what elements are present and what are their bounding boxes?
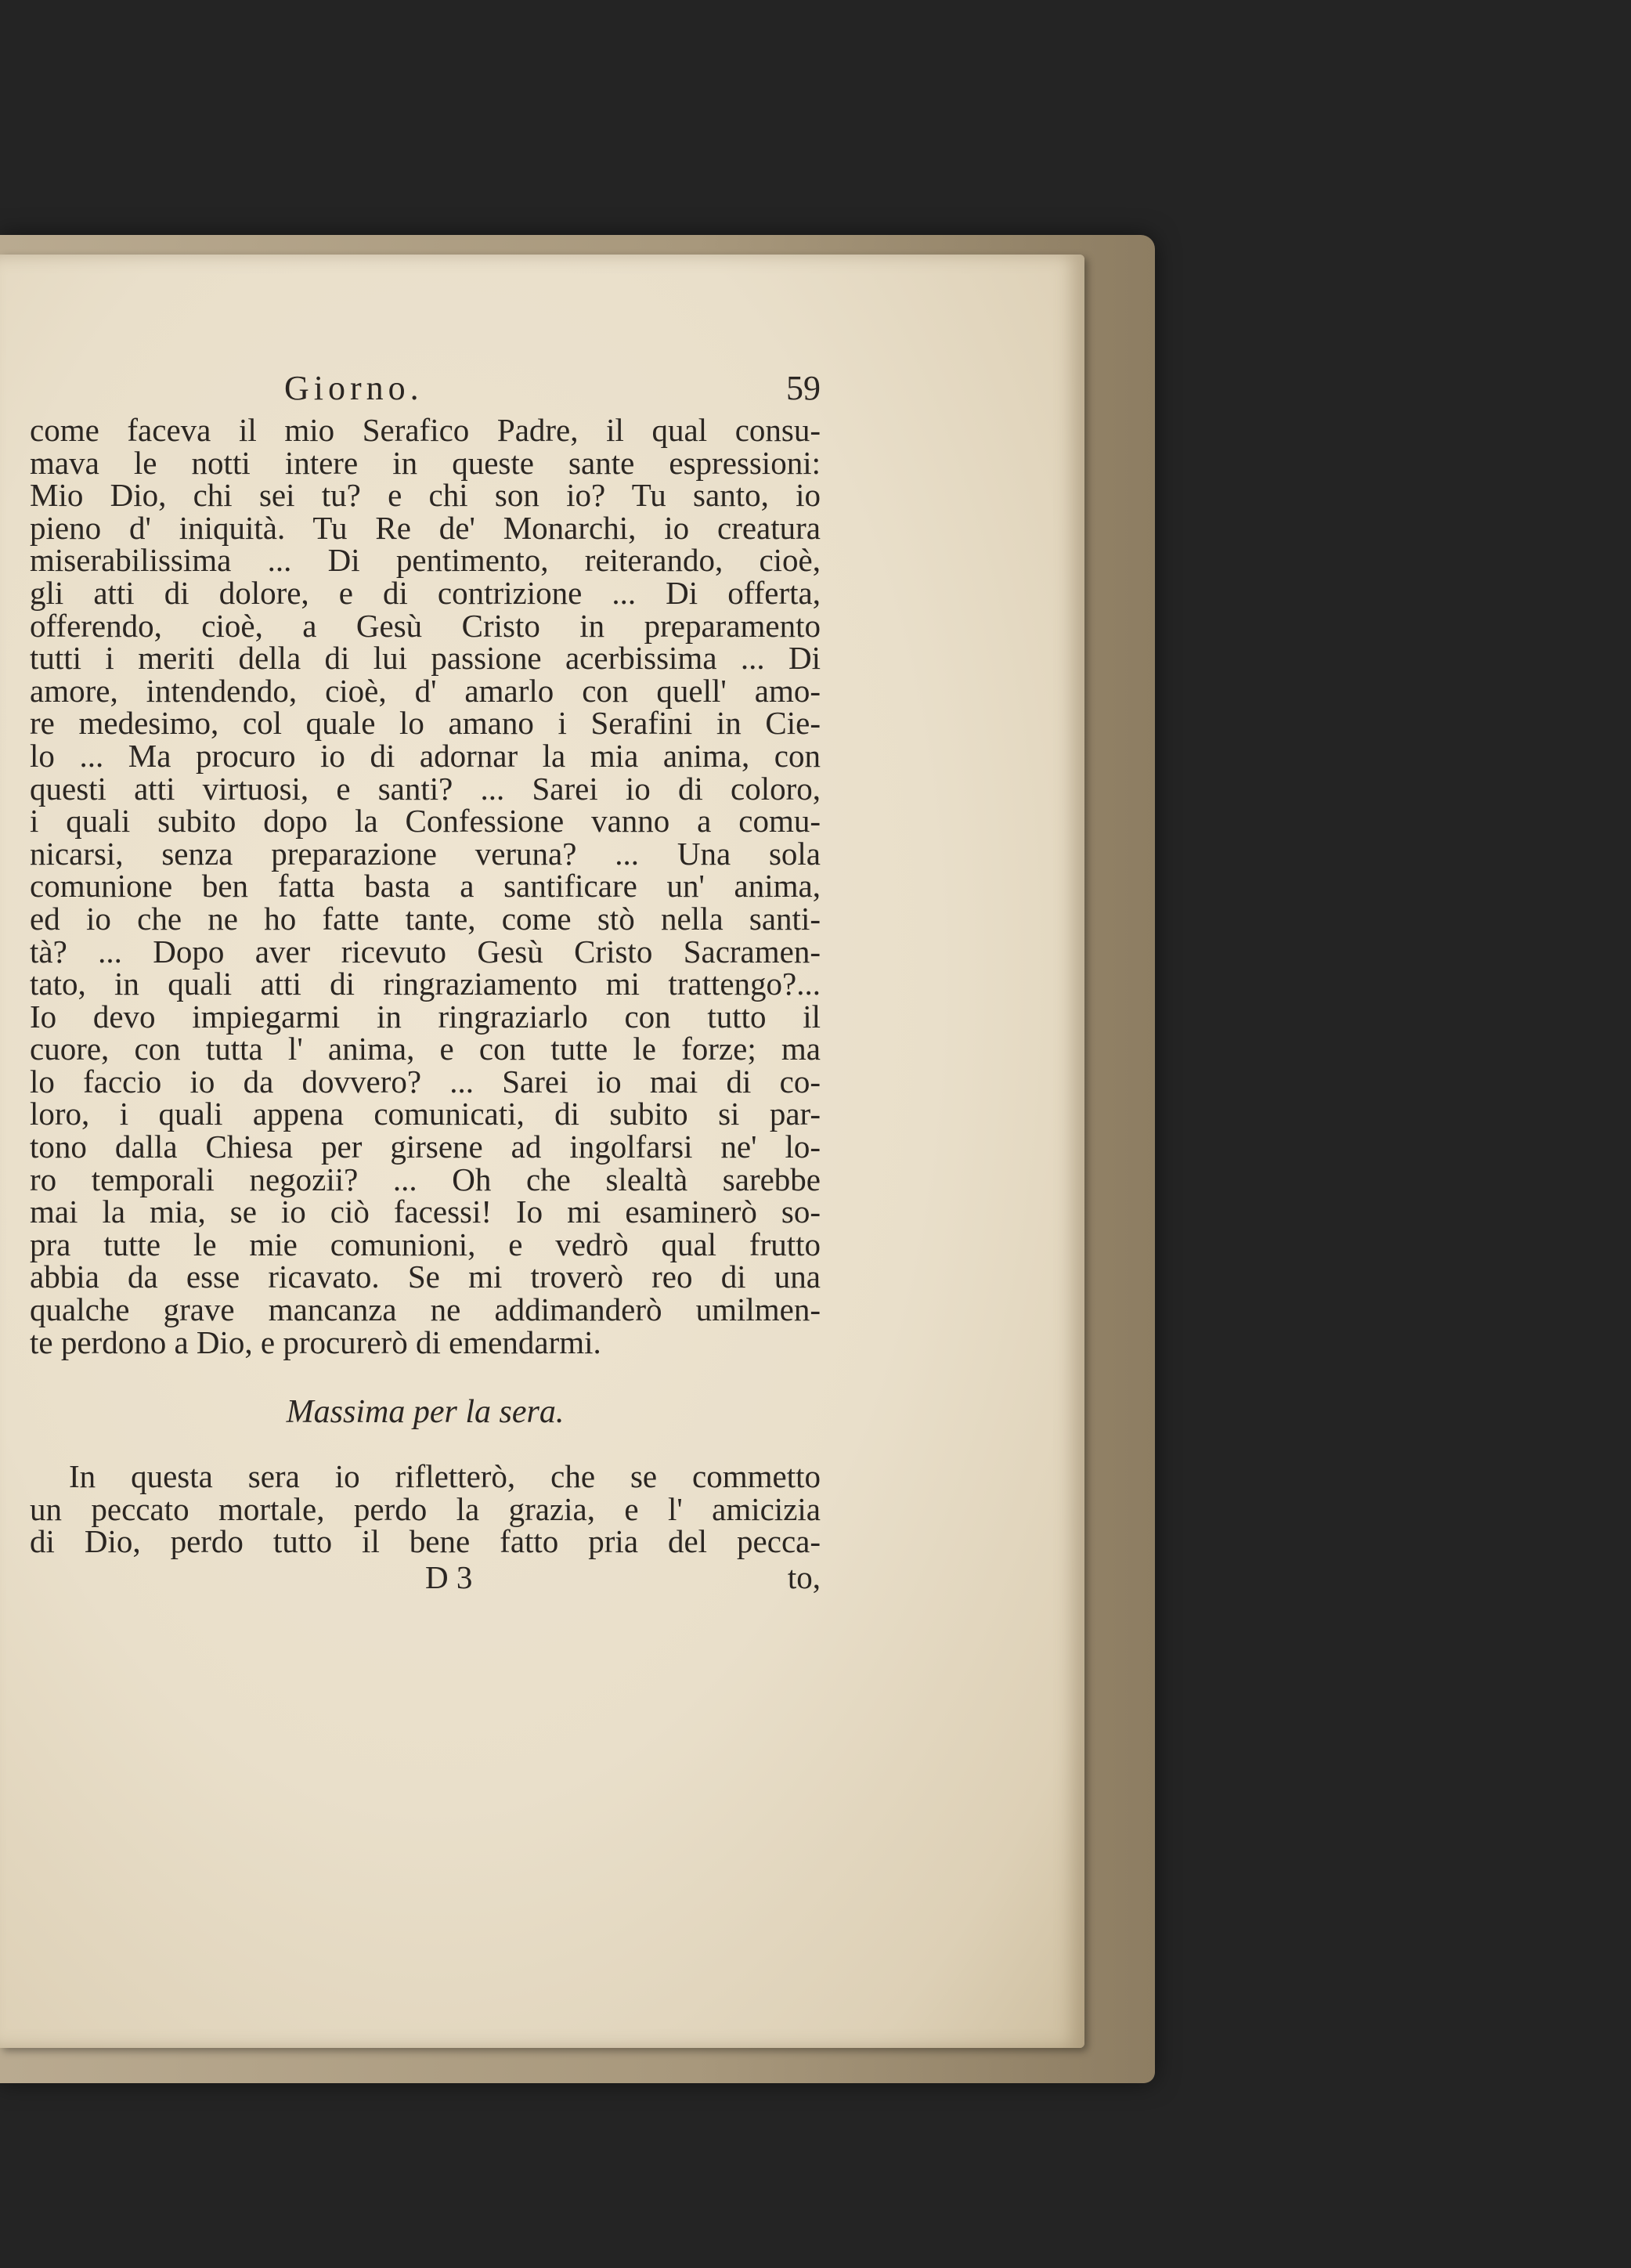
body-line: loro, i quali appena comunicati, di subito si par- [30,1096,821,1132]
body-line: abbia da esse ricavato. Se mi troverò reo di una [30,1259,821,1295]
body-paragraph [30,414,821,1359]
page-number: 59 [786,369,821,407]
body-line: mava le notti intere in queste sante espressioni: [30,444,821,481]
body-line: come faceva il mio Serafico Padre, il qual consu- [30,412,821,448]
body-line: pieno d' iniquità. Tu Re de' Monarchi, io creatura [30,509,821,546]
body-line: Io devo impiegarmi in ringraziarlo con tutto il [30,998,821,1035]
page-header [30,369,821,413]
body-line: gli atti di dolore, e di contrizione ... Di offerta, [30,574,821,611]
page-footer [30,1559,821,1601]
body-line: qualche grave mancanza ne addimanderò umilmen- [30,1291,821,1328]
body-line: re medesimo, col quale lo amano i Serafini in Cie- [30,705,821,742]
book-page [0,255,1084,2048]
body-line: tutti i meriti della di lui passione acerbissima ... Di [30,640,821,677]
body-line: questi atti virtuosi, e santi? ... Sarei io di coloro, [30,770,821,807]
signature-mark: D 3 [425,1559,473,1595]
body-line: tato, in quali atti di ringraziamento mi trattengo?... [30,966,821,1002]
body-line: amore, intendendo, cioè, d' amarlo con quell' amo- [30,672,821,709]
body-line: tono dalla Chiesa per girsene ad ingolfarsi ne' lo- [30,1129,821,1165]
body-line: tà? ... Dopo aver ricevuto Gesù Cristo Sacramen- [30,933,821,970]
body-line: te perdono a Dio, e procurerò di emendarmi. [30,1324,601,1360]
running-title: Giorno. [284,369,424,407]
section-line: di Dio, perdo tutto il bene fatto pria del pecca- [30,1523,821,1560]
body-line: miserabilissima ... Di pentimento, reiterando, cioè, [30,542,821,579]
section-paragraph [30,1458,821,1560]
body-line: nicarsi, senza preparazione veruna? ... Una sola [30,835,821,872]
text-block [30,369,821,1601]
body-line: lo faccio io da dovvero? ... Sarei io mai di co- [30,1063,821,1100]
body-line: Mio Dio, chi sei tu? e chi son io? Tu santo, io [30,477,821,514]
body-line: ed io che ne ho fatte tante, come stò nella santi- [30,900,821,937]
body-line: cuore, con tutta l' anima, e con tutte le forze; ma [30,1031,821,1067]
body-line: comunione ben fatta basta a santificare un' anima, [30,868,821,905]
body-line: i quali subito dopo la Confessione vanno a comu- [30,803,821,840]
section-line: In questa sera io rifletterò, che se commetto [69,1458,821,1495]
body-line: ro temporali negozii? ... Oh che slealtà sarebbe [30,1161,821,1197]
body-line: pra tutte le mie comunioni, e vedrò qual frutto [30,1226,821,1262]
body-line: lo ... Ma procuro io di adornar la mia anima, con [30,737,821,774]
section-line: un peccato mortale, perdo la grazia, e l' amicizia [30,1490,821,1527]
catchword: to, [787,1559,821,1595]
section-heading: Massima per la sera. [286,1394,565,1431]
body-line: mai la mia, se io ciò facessi! Io mi esaminerò so- [30,1194,821,1230]
body-line: offerendo, cioè, a Gesù Cristo in preparamento [30,607,821,644]
